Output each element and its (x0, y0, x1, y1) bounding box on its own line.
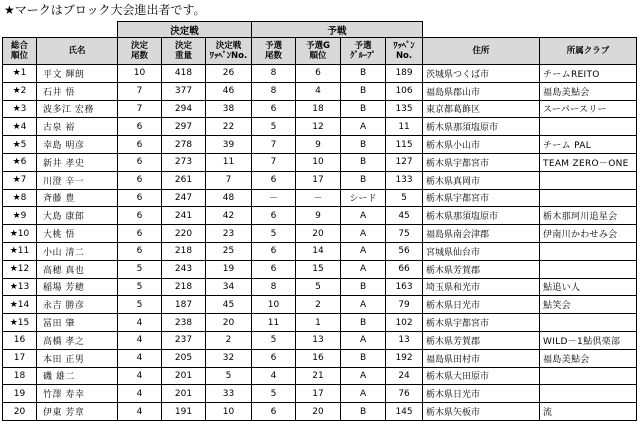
table-row (3, 82, 637, 100)
final-count-cell: 5 (118, 260, 162, 278)
wappen-cell: 189 (386, 65, 423, 83)
final-count-cell: 7 (118, 82, 162, 100)
prelim-group-cell: A (341, 367, 386, 385)
table-row (3, 403, 637, 421)
prelim-group-rank-cell: 17 (296, 385, 341, 403)
prelim-group-rank-cell: 15 (296, 260, 341, 278)
final-weight-cell: 247 (162, 189, 206, 207)
prelim-count-cell: 8 (252, 82, 296, 100)
table-row (3, 242, 637, 260)
final-weight-cell: 201 (162, 367, 206, 385)
name-cell: 川澄 辛一 (37, 171, 118, 189)
prelim-group-cell: A (341, 385, 386, 403)
final-wappen-cell: 22 (206, 118, 252, 136)
header-line: 予選G (306, 41, 331, 51)
rank-cell: ★11 (3, 242, 37, 260)
club-cell (540, 314, 637, 332)
table-row (3, 367, 637, 385)
address-cell: 栃木県芳賀郡 (423, 331, 540, 349)
final-count-cell: 4 (118, 403, 162, 421)
rank-cell: 19 (3, 385, 37, 403)
wappen-cell: 13 (386, 331, 423, 349)
final-weight-cell: 243 (162, 260, 206, 278)
name-cell: 石井 悟 (37, 82, 118, 100)
wappen-cell: 127 (386, 153, 423, 171)
prelim-count-cell: 6 (252, 242, 296, 260)
prelim-group-cell: B (341, 403, 386, 421)
name-cell: 斉藤 豊 (37, 189, 118, 207)
prelim-count-cell: 6 (252, 171, 296, 189)
prelim-count-cell: 6 (252, 349, 296, 367)
club-cell: WILD－1鮎倶楽部 (540, 331, 637, 349)
final-wappen-cell: 11 (206, 153, 252, 171)
prelim-group-rank-cell: 13 (296, 331, 341, 349)
final-weight-cell: 187 (162, 296, 206, 314)
prelim-group-cell: A (341, 225, 386, 243)
name-cell: 冨田 肇 (37, 314, 118, 332)
wappen-cell: 76 (386, 385, 423, 403)
club-cell: スーパースリー (540, 100, 637, 118)
rank-cell: ★12 (3, 260, 37, 278)
prelim-group-cell: B (341, 136, 386, 154)
wappen-cell: 102 (386, 314, 423, 332)
name-header (37, 38, 118, 65)
address-cell: 栃木県真岡市 (423, 171, 540, 189)
table-row (3, 171, 637, 189)
final-wappen-cell: 19 (206, 260, 252, 278)
prelim-group-cell: シード (341, 189, 386, 207)
name-cell: 伊東 芳章 (37, 403, 118, 421)
prelim-count-cell: 6 (252, 100, 296, 118)
prelim-group-header (341, 38, 386, 65)
rank-cell: ★14 (3, 296, 37, 314)
final-weight-cell: 418 (162, 65, 206, 83)
wappen-cell: 145 (386, 403, 423, 421)
final-weight-cell: 237 (162, 331, 206, 349)
final-count-cell: 6 (118, 189, 162, 207)
wappen-header (386, 38, 423, 65)
prelim-group-cell: A (341, 296, 386, 314)
prelim-group-rank-cell: － (296, 189, 341, 207)
club-cell: TEAM ZERO－ONE (540, 153, 637, 171)
rank-cell: ★9 (3, 207, 37, 225)
name-cell: 永吉 勝彦 (37, 296, 118, 314)
final-count-cell: 6 (118, 171, 162, 189)
table-row (3, 153, 637, 171)
final-weight-cell: 201 (162, 385, 206, 403)
name-cell: 稲場 芳穂 (37, 278, 118, 296)
header-line: ｸﾞﾙｰﾌﾟ (350, 51, 376, 61)
wappen-cell: 45 (386, 207, 423, 225)
prelim-group-cell: B (341, 65, 386, 83)
final-weight-cell: 205 (162, 349, 206, 367)
prelim-group-cell: B (341, 171, 386, 189)
prelim-group-rank-cell: 2 (296, 296, 341, 314)
final-count-cell: 6 (118, 242, 162, 260)
address-cell: 栃木県芳賀郡 (423, 260, 540, 278)
prelim-group-cell: B (341, 349, 386, 367)
club-cell (540, 385, 637, 403)
address-cell: 福島県田村市 (423, 349, 540, 367)
table-row (3, 189, 637, 207)
header-line: 総合 (10, 41, 28, 51)
rank-cell: 16 (3, 331, 37, 349)
wappen-cell: 163 (386, 278, 423, 296)
name-cell: 幸島 明彦 (37, 136, 118, 154)
final-wappen-cell: 45 (206, 296, 252, 314)
final-wappen-cell: 26 (206, 65, 252, 83)
prelim-group-cell: A (341, 260, 386, 278)
name-cell: 波多江 宏務 (37, 100, 118, 118)
address-cell: 栃木県大田原市 (423, 367, 540, 385)
name-cell: 小山 清二 (37, 242, 118, 260)
rank-cell: ★4 (3, 118, 37, 136)
club-cell: 伊南川かわせみ会 (540, 225, 637, 243)
address-cell: 福島県南会津郡 (423, 225, 540, 243)
address-cell: 栃木県日光市 (423, 296, 540, 314)
table-row (3, 225, 637, 243)
header-line: 重量 (174, 51, 192, 61)
club-cell: 福島美鮎会 (540, 82, 637, 100)
name-cell: 竹澤 寿幸 (37, 385, 118, 403)
prelim-group-cell: B (341, 278, 386, 296)
prelim-group-cell: A (341, 242, 386, 260)
rank-cell: ★3 (3, 100, 37, 118)
prelim-count-cell: － (252, 189, 296, 207)
prelim-group-rank-cell: 16 (296, 349, 341, 367)
prelim-count-cell: 8 (252, 278, 296, 296)
table-row (3, 278, 637, 296)
header-line: ﾜｯﾍﾟﾝNo. (209, 51, 248, 61)
address-cell: 東京都葛飾区 (423, 100, 540, 118)
final-count-cell: 4 (118, 367, 162, 385)
prelim-count-cell: 5 (252, 225, 296, 243)
final-count-cell: 4 (118, 331, 162, 349)
prelim-group-rank-cell: 9 (296, 207, 341, 225)
final-count-cell: 10 (118, 65, 162, 83)
address-cell: 栃木県宇都宮市 (423, 314, 540, 332)
header-line: 尾数 (265, 51, 283, 61)
wappen-cell: 79 (386, 296, 423, 314)
prelim-group-rank-cell: 5 (296, 278, 341, 296)
final-wappen-cell: 7 (206, 171, 252, 189)
prelim-count-cell: 7 (252, 136, 296, 154)
prelim-count-cell: 10 (252, 296, 296, 314)
address-cell: 茨城県つくば市 (423, 65, 540, 83)
final-weight-cell: 241 (162, 207, 206, 225)
address-cell: 栃木県宇都宮市 (423, 189, 540, 207)
header-line: 尾数 (130, 51, 148, 61)
final-wappen-cell: 25 (206, 242, 252, 260)
caption-note: ★マークはブロック大会進出者です。 (4, 3, 206, 17)
table-row (3, 314, 637, 332)
club-cell (540, 367, 637, 385)
prelim-group-rank-header (296, 38, 341, 65)
header-line: 所属クラブ (566, 46, 610, 56)
prelim-group-cell: A (341, 207, 386, 225)
final-wappen-cell: 32 (206, 349, 252, 367)
prelim-group-rank-cell: 4 (296, 82, 341, 100)
header-line: No. (395, 51, 413, 61)
prelim-group-cell: B (341, 153, 386, 171)
club-cell: 栃木那珂川追星会 (540, 207, 637, 225)
final-wappen-cell: 48 (206, 189, 252, 207)
prelim-group-rank-cell: 10 (296, 153, 341, 171)
table-row (3, 296, 637, 314)
wappen-cell: 75 (386, 225, 423, 243)
name-cell: 大桃 悟 (37, 225, 118, 243)
header-line: 順位 (10, 51, 28, 61)
address-cell: 福島県郡山市 (423, 82, 540, 100)
final-count-cell: 6 (118, 207, 162, 225)
rank-cell: ★7 (3, 171, 37, 189)
table-row (3, 349, 637, 367)
final-weight-cell: 273 (162, 153, 206, 171)
final-wappen-cell: 34 (206, 278, 252, 296)
name-cell: 新井 孝史 (37, 153, 118, 171)
blank-header-right (423, 22, 637, 38)
prelim-count-cell: 5 (252, 118, 296, 136)
final-count-cell: 4 (118, 349, 162, 367)
club-cell (540, 118, 637, 136)
prelim-group-rank-cell: 6 (296, 65, 341, 83)
prelim-group-rank-cell: 9 (296, 136, 341, 154)
final-weight-cell: 278 (162, 136, 206, 154)
table-row (3, 331, 637, 349)
prelim-count-cell: 11 (252, 314, 296, 332)
final-wappen-cell: 38 (206, 100, 252, 118)
club-cell (540, 242, 637, 260)
wappen-cell: 106 (386, 82, 423, 100)
prelim-group-cell: B (341, 314, 386, 332)
prelim-count-cell: 5 (252, 331, 296, 349)
wappen-cell: 192 (386, 349, 423, 367)
final-count-cell: 6 (118, 136, 162, 154)
rank-cell: ★2 (3, 82, 37, 100)
rank-cell: ★15 (3, 314, 37, 332)
final-count-cell: 7 (118, 100, 162, 118)
prelim-group-cell: B (341, 100, 386, 118)
final-weight-cell: 297 (162, 118, 206, 136)
name-cell: 高橋 孝之 (37, 331, 118, 349)
header-line: 住所 (472, 46, 490, 56)
prelim-count-cell: 6 (252, 403, 296, 421)
club-cell (540, 260, 637, 278)
prelim-group-rank-cell: 1 (296, 314, 341, 332)
wappen-cell: 115 (386, 136, 423, 154)
club-cell: チーム PAL (540, 136, 637, 154)
header-line: 決定戦 (215, 41, 242, 51)
category-header-row (3, 22, 637, 38)
wappen-cell: 5 (386, 189, 423, 207)
header-line: 決定 (130, 41, 148, 51)
blank-header (3, 22, 118, 38)
prelim-group-rank-cell: 20 (296, 403, 341, 421)
header-line: 予選 (354, 41, 372, 51)
club-cell: 福島美鮎会 (540, 349, 637, 367)
results-table (2, 21, 637, 421)
wappen-cell: 56 (386, 242, 423, 260)
club-cell: 流 (540, 403, 637, 421)
rank-cell: ★13 (3, 278, 37, 296)
prelim-count-cell: 6 (252, 207, 296, 225)
prelim-count-header (252, 38, 296, 65)
final-weight-cell: 238 (162, 314, 206, 332)
final-category-header: 決定戦 (118, 22, 252, 38)
prelim-count-cell: 5 (252, 385, 296, 403)
wappen-cell: 24 (386, 367, 423, 385)
name-cell: 高穂 真也 (37, 260, 118, 278)
prelim-count-cell: 7 (252, 153, 296, 171)
results-body (3, 65, 637, 421)
column-header-row (3, 38, 637, 65)
final-wappen-cell: 33 (206, 385, 252, 403)
final-count-cell: 4 (118, 314, 162, 332)
prelim-group-rank-cell: 17 (296, 171, 341, 189)
name-cell: 本田 正男 (37, 349, 118, 367)
club-cell (540, 189, 637, 207)
header-line: 予選 (265, 41, 283, 51)
prelim-count-cell: 4 (252, 367, 296, 385)
name-cell: 大島 康郎 (37, 207, 118, 225)
final-weight-cell: 220 (162, 225, 206, 243)
rank-cell: ★1 (3, 65, 37, 83)
address-cell: 栃木県日光市 (423, 385, 540, 403)
final-wappen-cell: 10 (206, 403, 252, 421)
club-cell: 鮎笑会 (540, 296, 637, 314)
address-cell: 栃木県那須塩原市 (423, 207, 540, 225)
rank-header (3, 38, 37, 65)
final-wappen-cell: 39 (206, 136, 252, 154)
table-row (3, 100, 637, 118)
club-cell: 鮎追い人 (540, 278, 637, 296)
prelim-group-rank-cell: 12 (296, 118, 341, 136)
prelim-group-rank-cell: 14 (296, 242, 341, 260)
final-count-cell: 5 (118, 296, 162, 314)
final-wappen-cell: 46 (206, 82, 252, 100)
prelim-group-rank-cell: 20 (296, 225, 341, 243)
header-line: 氏名 (68, 46, 86, 56)
wappen-cell: 133 (386, 171, 423, 189)
final-count-cell: 6 (118, 225, 162, 243)
name-cell: 古泉 裕 (37, 118, 118, 136)
table-row (3, 65, 637, 83)
rank-cell: 20 (3, 403, 37, 421)
rank-cell: ★6 (3, 153, 37, 171)
address-header (423, 38, 540, 65)
prelim-group-cell: A (341, 118, 386, 136)
rank-cell: ★5 (3, 136, 37, 154)
final-wappen-cell: 2 (206, 331, 252, 349)
final-wappen-cell: 20 (206, 314, 252, 332)
final-weight-cell: 377 (162, 82, 206, 100)
prelim-group-rank-cell: 21 (296, 367, 341, 385)
final-weight-cell: 191 (162, 403, 206, 421)
rank-cell: 18 (3, 367, 37, 385)
final-count-cell: 6 (118, 118, 162, 136)
table-row (3, 260, 637, 278)
prelim-group-cell: A (341, 331, 386, 349)
final-count-cell: 5 (118, 278, 162, 296)
club-cell (540, 171, 637, 189)
rank-cell: ★10 (3, 225, 37, 243)
address-cell: 栃木県宇都宮市 (423, 153, 540, 171)
final-wappen-cell: 5 (206, 367, 252, 385)
prelim-count-cell: 8 (252, 65, 296, 83)
final-weight-cell: 261 (162, 171, 206, 189)
address-cell: 栃木県小山市 (423, 136, 540, 154)
final-count-cell: 6 (118, 153, 162, 171)
final-weight-cell: 218 (162, 278, 206, 296)
address-cell: 埼玉県和光市 (423, 278, 540, 296)
rank-cell: ★8 (3, 189, 37, 207)
final-weight-header (162, 38, 206, 65)
wappen-cell: 135 (386, 100, 423, 118)
club-cell: チームREITO (540, 65, 637, 83)
final-wappen-header (206, 38, 252, 65)
address-cell: 栃木県那須塩原市 (423, 118, 540, 136)
final-weight-cell: 294 (162, 100, 206, 118)
header-line: 決定 (174, 41, 192, 51)
name-cell: 平文 輝朗 (37, 65, 118, 83)
rank-cell: 17 (3, 349, 37, 367)
address-cell: 栃木県矢板市 (423, 403, 540, 421)
final-count-header (118, 38, 162, 65)
prelim-group-rank-cell: 18 (296, 100, 341, 118)
name-cell: 磯 雄二 (37, 367, 118, 385)
header-line: ﾜｯﾍﾟﾝ (393, 41, 415, 51)
prelim-group-cell: B (341, 82, 386, 100)
final-wappen-cell: 42 (206, 207, 252, 225)
wappen-cell: 11 (386, 118, 423, 136)
header-line: 順位 (309, 51, 327, 61)
address-cell: 宮城県仙台市 (423, 242, 540, 260)
final-wappen-cell: 23 (206, 225, 252, 243)
final-weight-cell: 218 (162, 242, 206, 260)
table-row (3, 136, 637, 154)
final-count-cell: 4 (118, 385, 162, 403)
table-row (3, 207, 637, 225)
table-row (3, 118, 637, 136)
prelim-count-cell: 6 (252, 260, 296, 278)
table-row (3, 385, 637, 403)
club-header (540, 38, 637, 65)
prelim-category-header: 予戦 (252, 22, 423, 38)
wappen-cell: 66 (386, 260, 423, 278)
